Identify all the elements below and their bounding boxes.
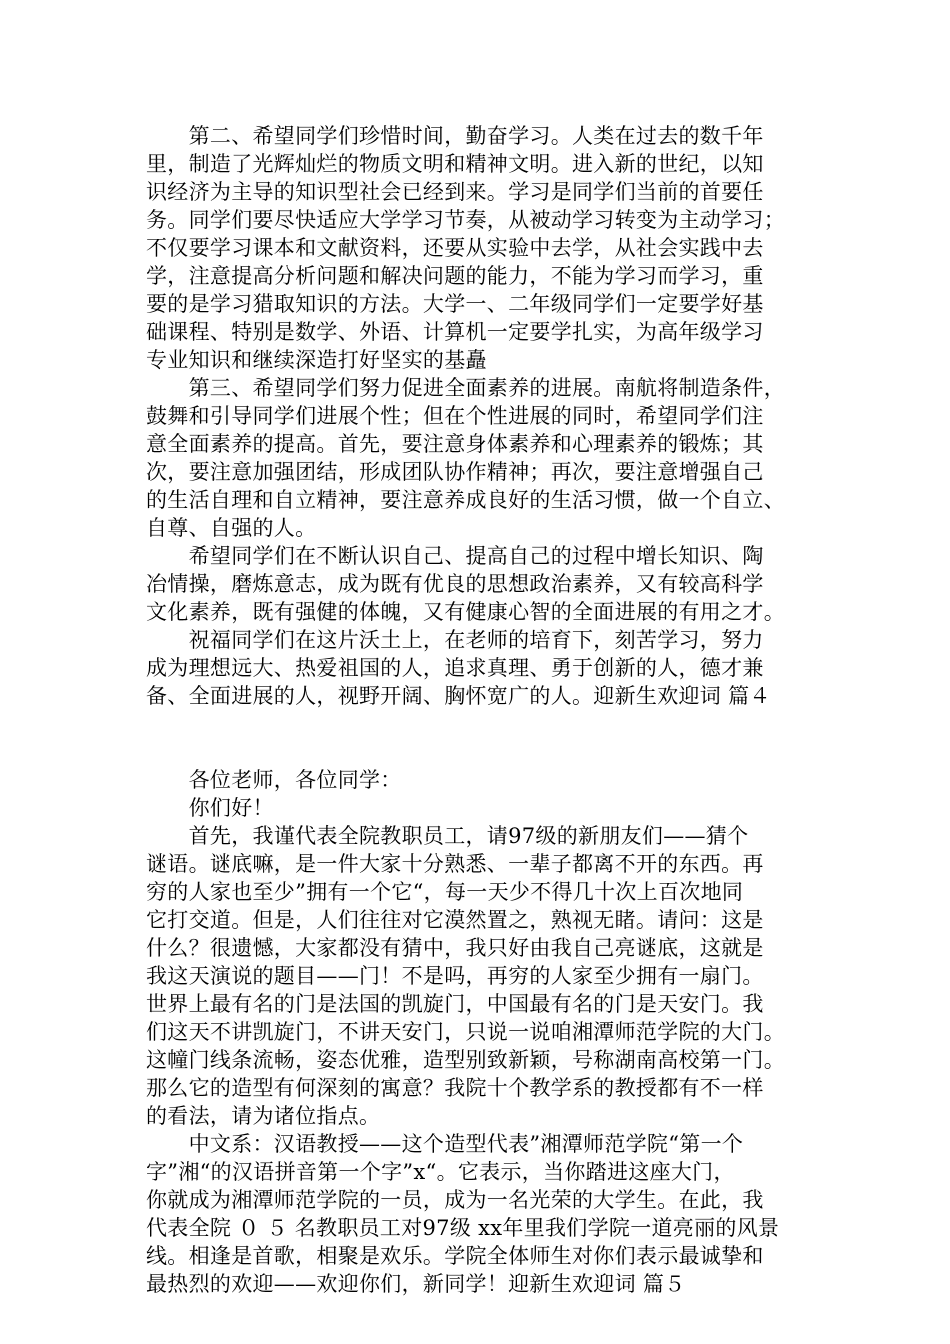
text-line: 务。同学们要尽快适应大学学习节奏，从被动学习转变为主动学习； (146, 208, 785, 232)
text-line: 中文系：汉语教授——这个造型代表”湘潭师范学院“第一个 (146, 1132, 744, 1156)
text-line: 线。相逢是首歌，相聚是欢乐。学院全体师生对你们表示最诚挚和 (146, 1244, 764, 1268)
text-line: 代表全院 ０ ５ 名教职员工对97级 xx年里我们学院一道亮丽的风景 (146, 1216, 780, 1240)
salutation: 各位老师，各位同学： (146, 768, 402, 792)
text-line: 学，注意提高分析问题和解决问题的能力，不能为学习而学习，重 (146, 264, 764, 288)
text-line: 冶情操，磨炼意志，成为既有优良的思想政治素养，又有较高科学 (146, 572, 764, 596)
greeting: 你们好！ (146, 796, 274, 820)
text-line: 第二、希望同学们珍惜时间，勤奋学习。人类在过去的数千年 (146, 124, 764, 148)
text-line: 识经济为主导的知识型社会已经到来。学习是同学们当前的首要任 (146, 180, 764, 204)
text-line: 的看法，请为诸位指点。 (146, 1104, 381, 1128)
text-line: 那么它的造型有何深刻的寓意？我院十个教学系的教授都有不一样 (146, 1076, 764, 1100)
text-line: 文化素养，既有强健的体魄，又有健康心智的全面进展的有用之才。 (146, 600, 785, 624)
text-line: 要的是学习猎取知识的方法。大学一、二年级同学们一定要学好基 (146, 292, 764, 316)
text-line: 备、全面进展的人，视野开阔、胸怀宽广的人。迎新生欢迎词 篇４ (146, 684, 771, 708)
text-line: 谜语。谜底嘛，是一件大家十分熟悉、一辈子都离不开的东西。再 (146, 852, 764, 876)
text-line: 什么？很遗憾，大家都没有猜中，我只好由我自己亮谜底，这就是 (146, 936, 764, 960)
text-line: 自尊、自强的人。 (146, 516, 317, 540)
text-line: 成为理想远大、热爱祖国的人，追求真理、勇于创新的人，德才兼 (146, 656, 764, 680)
text-line: 穷的人家也至少”拥有一个它“，每一天少不得几十次上百次地同 (146, 880, 744, 904)
text-line: 次，要注意加强团结，形成团队协作精神；再次，要注意增强自己 (146, 460, 764, 484)
text-line: 祝福同学们在这片沃土上，在老师的培育下，刻苦学习，努力 (146, 628, 764, 652)
text-line: 鼓舞和引导同学们进展个性；但在个性进展的同时，希望同学们注 (146, 404, 764, 428)
text-line: 我这天演说的题目——门！不是吗，再穷的人家至少拥有一扇门。 (146, 964, 764, 988)
text-line: 第三、希望同学们努力促进全面素养的进展。南航将制造条件， (146, 376, 785, 400)
text-line: 里，制造了光辉灿烂的物质文明和精神文明。进入新的世纪，以知 (146, 152, 764, 176)
text-line: 首先，我谨代表全院教职员工，请97级的新朋友们——猜个 (146, 824, 749, 848)
text-line: 不仅要学习课本和文献资料，还要从实验中去学，从社会实践中去 (146, 236, 764, 260)
text-line: 们这天不讲凯旋门，不讲天安门，只说一说咱湘潭师范学院的大门。 (146, 1020, 785, 1044)
text-line: 字”湘“的汉语拼音第一个字”x“。它表示，当你踏进这座大门， (146, 1160, 735, 1184)
text-line: 世界上最有名的门是法国的凯旋门，中国最有名的门是天安门。我 (146, 992, 764, 1016)
text-line: 它打交道。但是，人们往往对它漠然置之，熟视无睹。请问：这是 (146, 908, 764, 932)
text-line: 最热烈的欢迎——欢迎你们，新同学！迎新生欢迎词 篇５ (146, 1272, 686, 1296)
text-line: 的生活自理和自立精神，要注意养成良好的生活习惯，做一个自立、 (146, 488, 785, 512)
text-line: 专业知识和继续深造打好坚实的基矗 (146, 348, 487, 372)
text-line: 希望同学们在不断认识自己、提高自己的过程中增长知识、陶 (146, 544, 764, 568)
text-line: 你就成为湘潭师范学院的一员，成为一名光荣的大学生。在此，我 (146, 1188, 764, 1212)
text-line: 这幢门线条流畅，姿态优雅，造型别致新颖，号称湖南高校第一门。 (146, 1048, 785, 1072)
text-line: 意全面素养的提高。首先，要注意身体素养和心理素养的锻炼；其 (146, 432, 764, 456)
text-line: 础课程、特别是数学、外语、计算机一定要学扎实，为高年级学习 (146, 320, 764, 344)
